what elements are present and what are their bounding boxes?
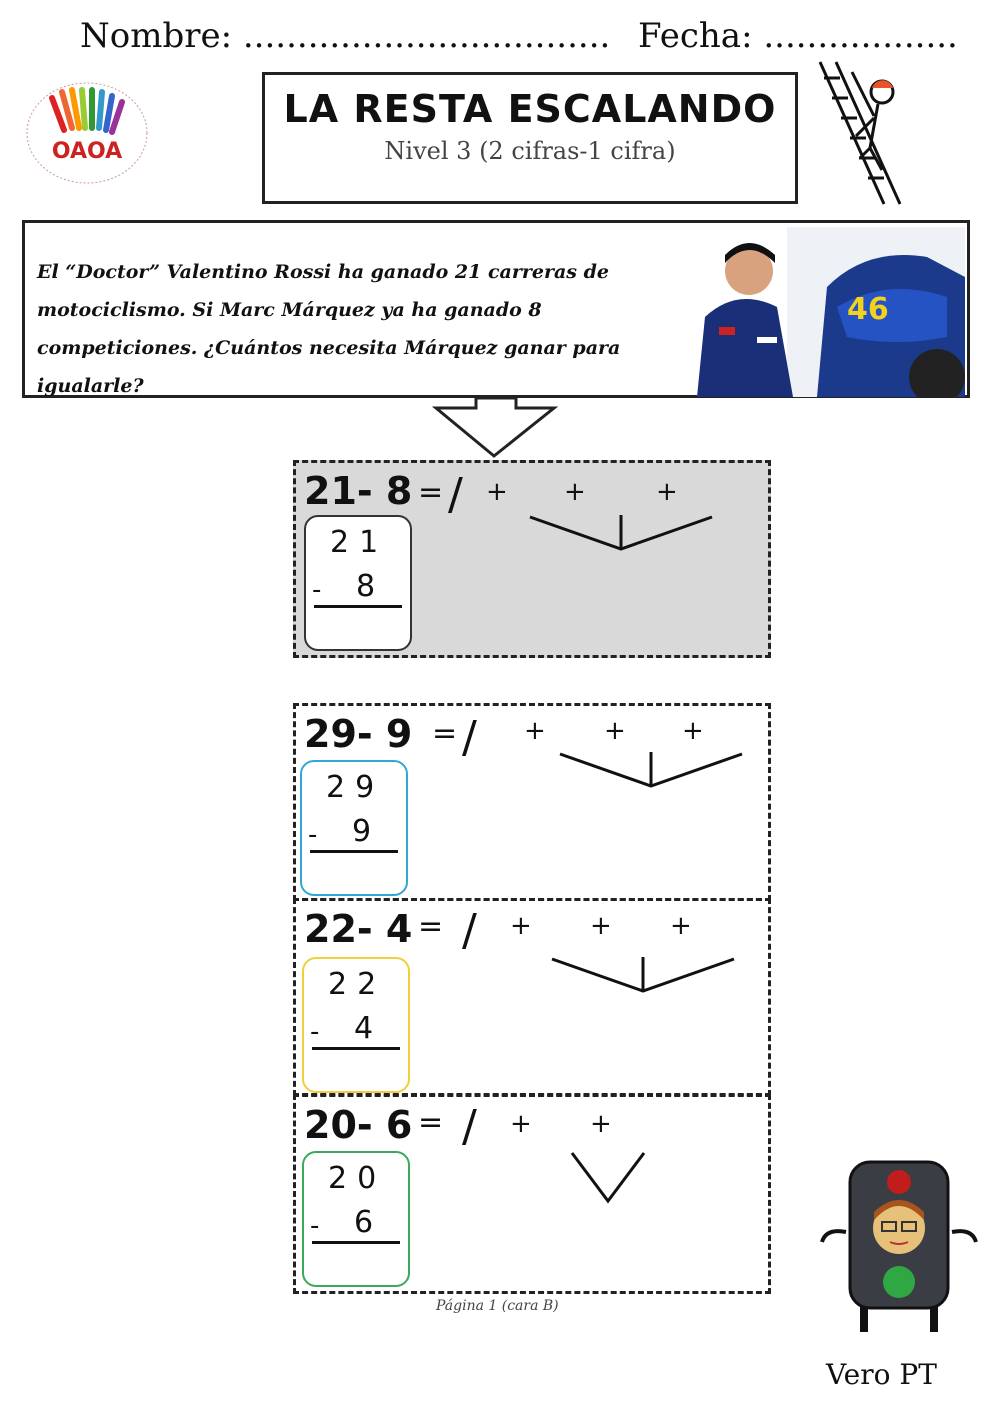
climber-icon bbox=[812, 58, 922, 208]
plus-sign: + bbox=[524, 716, 546, 746]
card-minus: - bbox=[312, 575, 322, 605]
name-label: Nombre: .................................. bbox=[80, 16, 611, 56]
card-minus: - bbox=[308, 820, 318, 850]
equation: 22- 4 bbox=[304, 907, 413, 951]
card-minuend: 21 bbox=[330, 525, 389, 560]
card-rule bbox=[314, 605, 402, 608]
equation: 29- 9 bbox=[304, 712, 413, 756]
problem-line: El “Doctor” Valentino Rossi ha ganado 21 carreras de bbox=[37, 261, 609, 283]
exercise-block bbox=[293, 703, 771, 901]
logo-text: OAOA bbox=[51, 139, 123, 164]
equation: 21- 8 bbox=[304, 469, 413, 513]
page-label: Página 1 (cara B) bbox=[436, 1298, 559, 1314]
card-minuend: 29 bbox=[326, 770, 385, 805]
plus-sign: + bbox=[604, 716, 626, 746]
branch-lines bbox=[568, 1149, 648, 1205]
traffic-light-icon bbox=[816, 1158, 982, 1334]
subtraction-card bbox=[304, 515, 412, 651]
rider-photo bbox=[697, 227, 965, 397]
problem-line: motociclismo. Si Marc Márquez ya ha ganado 8 bbox=[37, 299, 542, 321]
title-box bbox=[262, 72, 798, 204]
problem-text bbox=[37, 253, 677, 405]
branch-lines bbox=[526, 513, 716, 557]
card-minuend: 22 bbox=[328, 967, 387, 1002]
plus-sign: + bbox=[486, 477, 508, 507]
card-subtrahend: 6 bbox=[354, 1205, 374, 1240]
slash-mark: / bbox=[462, 712, 477, 763]
card-rule bbox=[312, 1241, 400, 1244]
plus-sign: + bbox=[670, 911, 692, 941]
down-arrow-icon bbox=[430, 396, 560, 460]
date-label: Fecha: .................. bbox=[638, 16, 958, 56]
signature: Vero PT bbox=[826, 1358, 937, 1391]
card-rule bbox=[310, 850, 398, 853]
branch-lines bbox=[548, 955, 738, 999]
card-subtrahend: 8 bbox=[356, 569, 376, 604]
subtraction-card bbox=[302, 957, 410, 1093]
equals-sign: = bbox=[432, 716, 458, 751]
branch-lines bbox=[556, 750, 746, 794]
subtraction-card bbox=[302, 1151, 410, 1287]
oaoa-logo bbox=[22, 78, 152, 188]
slash-mark: / bbox=[448, 469, 463, 520]
problem-line: competiciones. ¿Cuántos necesita Márquez ganar para bbox=[37, 337, 621, 359]
card-rule bbox=[312, 1047, 400, 1050]
card-minuend: 20 bbox=[328, 1161, 387, 1196]
plus-sign: + bbox=[564, 477, 586, 507]
worksheet-title: LA RESTA ESCALANDO bbox=[283, 87, 777, 131]
card-minus: - bbox=[310, 1017, 320, 1047]
plus-sign: + bbox=[656, 477, 678, 507]
equation: 20- 6 bbox=[304, 1103, 413, 1147]
exercise-block bbox=[293, 1094, 771, 1294]
subtraction-card bbox=[300, 760, 408, 896]
card-subtrahend: 9 bbox=[352, 814, 372, 849]
equals-sign: = bbox=[418, 1105, 444, 1140]
exercise-block bbox=[293, 898, 771, 1096]
problem-line: igualarle? bbox=[37, 375, 144, 397]
card-subtrahend: 4 bbox=[354, 1011, 374, 1046]
plus-sign: + bbox=[682, 716, 704, 746]
bike-number: 46 bbox=[847, 292, 889, 327]
worksheet-subtitle: Nivel 3 (2 cifras-1 cifra) bbox=[384, 137, 676, 165]
slash-mark: / bbox=[462, 1101, 477, 1152]
problem-box bbox=[22, 220, 970, 398]
plus-sign: + bbox=[510, 911, 532, 941]
equals-sign: = bbox=[418, 909, 444, 944]
plus-sign: + bbox=[590, 911, 612, 941]
plus-sign: + bbox=[590, 1109, 612, 1139]
exercise-block bbox=[293, 460, 771, 658]
slash-mark: / bbox=[462, 905, 477, 956]
plus-sign: + bbox=[510, 1109, 532, 1139]
card-minus: - bbox=[310, 1211, 320, 1241]
equals-sign: = bbox=[418, 475, 444, 510]
